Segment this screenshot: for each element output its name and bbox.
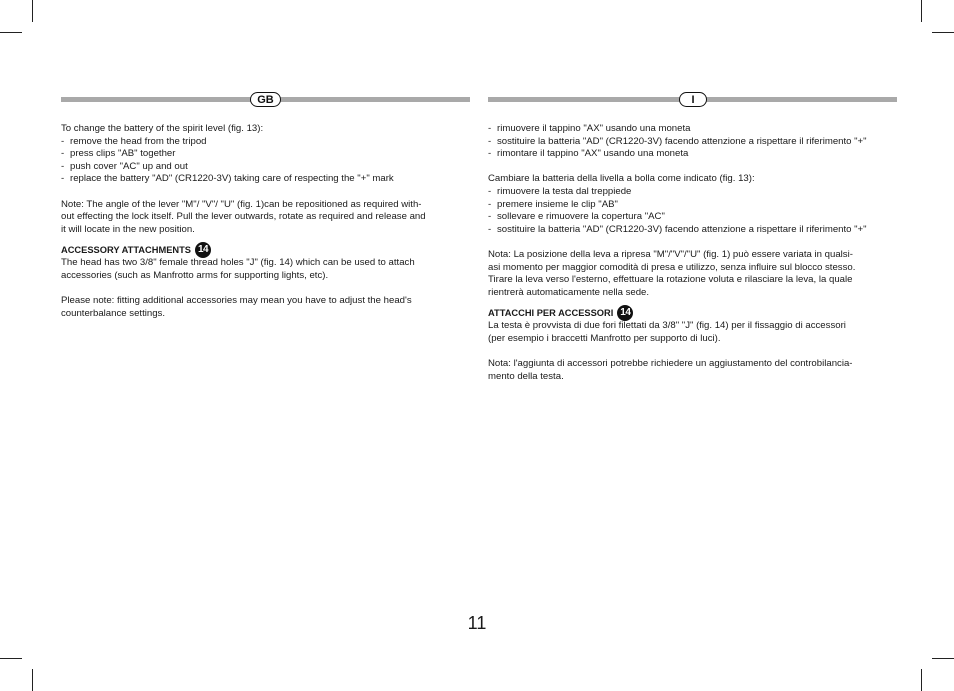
list-item: - sostituire la batteria "AD" (CR1220-3V) facendo attenzione a rispettare il riferimento "+" — [488, 135, 867, 147]
attach-line: The head has two 3/8" female thread holes "J" (fig. 14) which can be used to attach — [61, 257, 415, 269]
note-line: Note: The angle of the lever "M"/ "V"/ "U" (fig. 1)can be repositioned as required with- — [61, 198, 422, 210]
crop-mark-bottom-right-horizontal — [932, 658, 954, 659]
note-line: out effecting the lock itself. Pull the lever outwards, rotate as required and release and — [61, 211, 426, 223]
final-note-line: Nota: l'aggiunta di accessori potrebbe richiedere un aggiustamento del controbilancia- — [488, 358, 853, 370]
note-line: Tirare la leva verso l'esterno, effettuare la rotazione voluta e rilasciare la leva, la quale — [488, 274, 853, 286]
note-line: it will locate in the new position. — [61, 223, 195, 235]
language-badge-i: I — [679, 92, 707, 107]
crop-mark-bottom-left-vertical — [32, 669, 33, 691]
language-header-rule — [61, 92, 470, 108]
final-note-line: Please note: fitting additional accessories may mean you have to adjust the head's — [61, 295, 412, 307]
final-note-line: counterbalance settings. — [61, 307, 165, 319]
crop-mark-top-left-vertical — [32, 0, 33, 22]
english-column — [61, 92, 470, 320]
battery-intro: Cambiare la batteria della livella a bolla come indicato (fig. 13): — [488, 173, 755, 185]
battery-intro: To change the battery of the spirit level (fig. 13): — [61, 123, 264, 134]
italian-text — [488, 123, 897, 383]
language-header-rule — [488, 92, 897, 108]
list-item: - press clips "AB" together — [61, 148, 176, 160]
note-line: asi momento per maggior comodità di presa e utilizzo, senza influire sul blocco stesso. — [488, 261, 856, 273]
list-item: - rimuovere la testa dal treppiede — [488, 185, 632, 197]
list-item: - rimuovere il tappino "AX" usando una moneta — [488, 123, 691, 134]
page-number: 11 — [467, 613, 487, 633]
section-heading: ATTACCHI PER ACCESSORI 14 — [488, 306, 897, 320]
crop-mark-bottom-left-horizontal — [0, 658, 22, 659]
section-heading: ACCESSORY ATTACHMENTS 14 — [61, 243, 470, 257]
italian-column — [488, 92, 897, 383]
final-note-line: mento della testa. — [488, 370, 564, 382]
list-item: - remove the head from the tripod — [61, 135, 207, 147]
list-item: - rimontare il tappino "AX" usando una moneta — [488, 148, 689, 160]
crop-mark-top-right-vertical — [921, 0, 922, 22]
list-item: - sollevare e rimuovere la copertura "AC" — [488, 211, 665, 223]
crop-mark-bottom-right-vertical — [921, 669, 922, 691]
figure-number-badge: 14 — [195, 242, 211, 258]
list-item: - sostituire la batteria "AD" (CR1220-3V) facendo attenzione a rispettare il riferimento "+" — [488, 223, 867, 235]
note-line: rientrerà automaticamente nella sede. — [488, 286, 650, 298]
note-line: Nota: La posizione della leva a ripresa "M"/"V"/"U" (fig. 1) può essere variata in qualsi- — [488, 248, 853, 260]
figure-number-badge: 14 — [617, 305, 633, 321]
attach-line: (per esempio i braccetti Manfrotto per supporto di luci). — [488, 332, 721, 344]
list-item: - replace the battery "AD" (CR1220-3V) taking care of respecting the "+" mark — [61, 173, 394, 185]
crop-mark-top-right-horizontal — [932, 32, 954, 33]
attach-line: accessories (such as Manfrotto arms for supporting lights, etc). — [61, 269, 329, 281]
language-badge-gb: GB — [250, 92, 281, 107]
list-item: - premere insieme le clip "AB" — [488, 198, 618, 210]
english-text — [61, 123, 470, 320]
attach-line: La testa è provvista di due fori filettati da 3/8" "J" (fig. 14) per il fissaggio di accessori — [488, 320, 846, 332]
list-item: - push cover "AC" up and out — [61, 160, 188, 172]
crop-mark-top-left-horizontal — [0, 32, 22, 33]
